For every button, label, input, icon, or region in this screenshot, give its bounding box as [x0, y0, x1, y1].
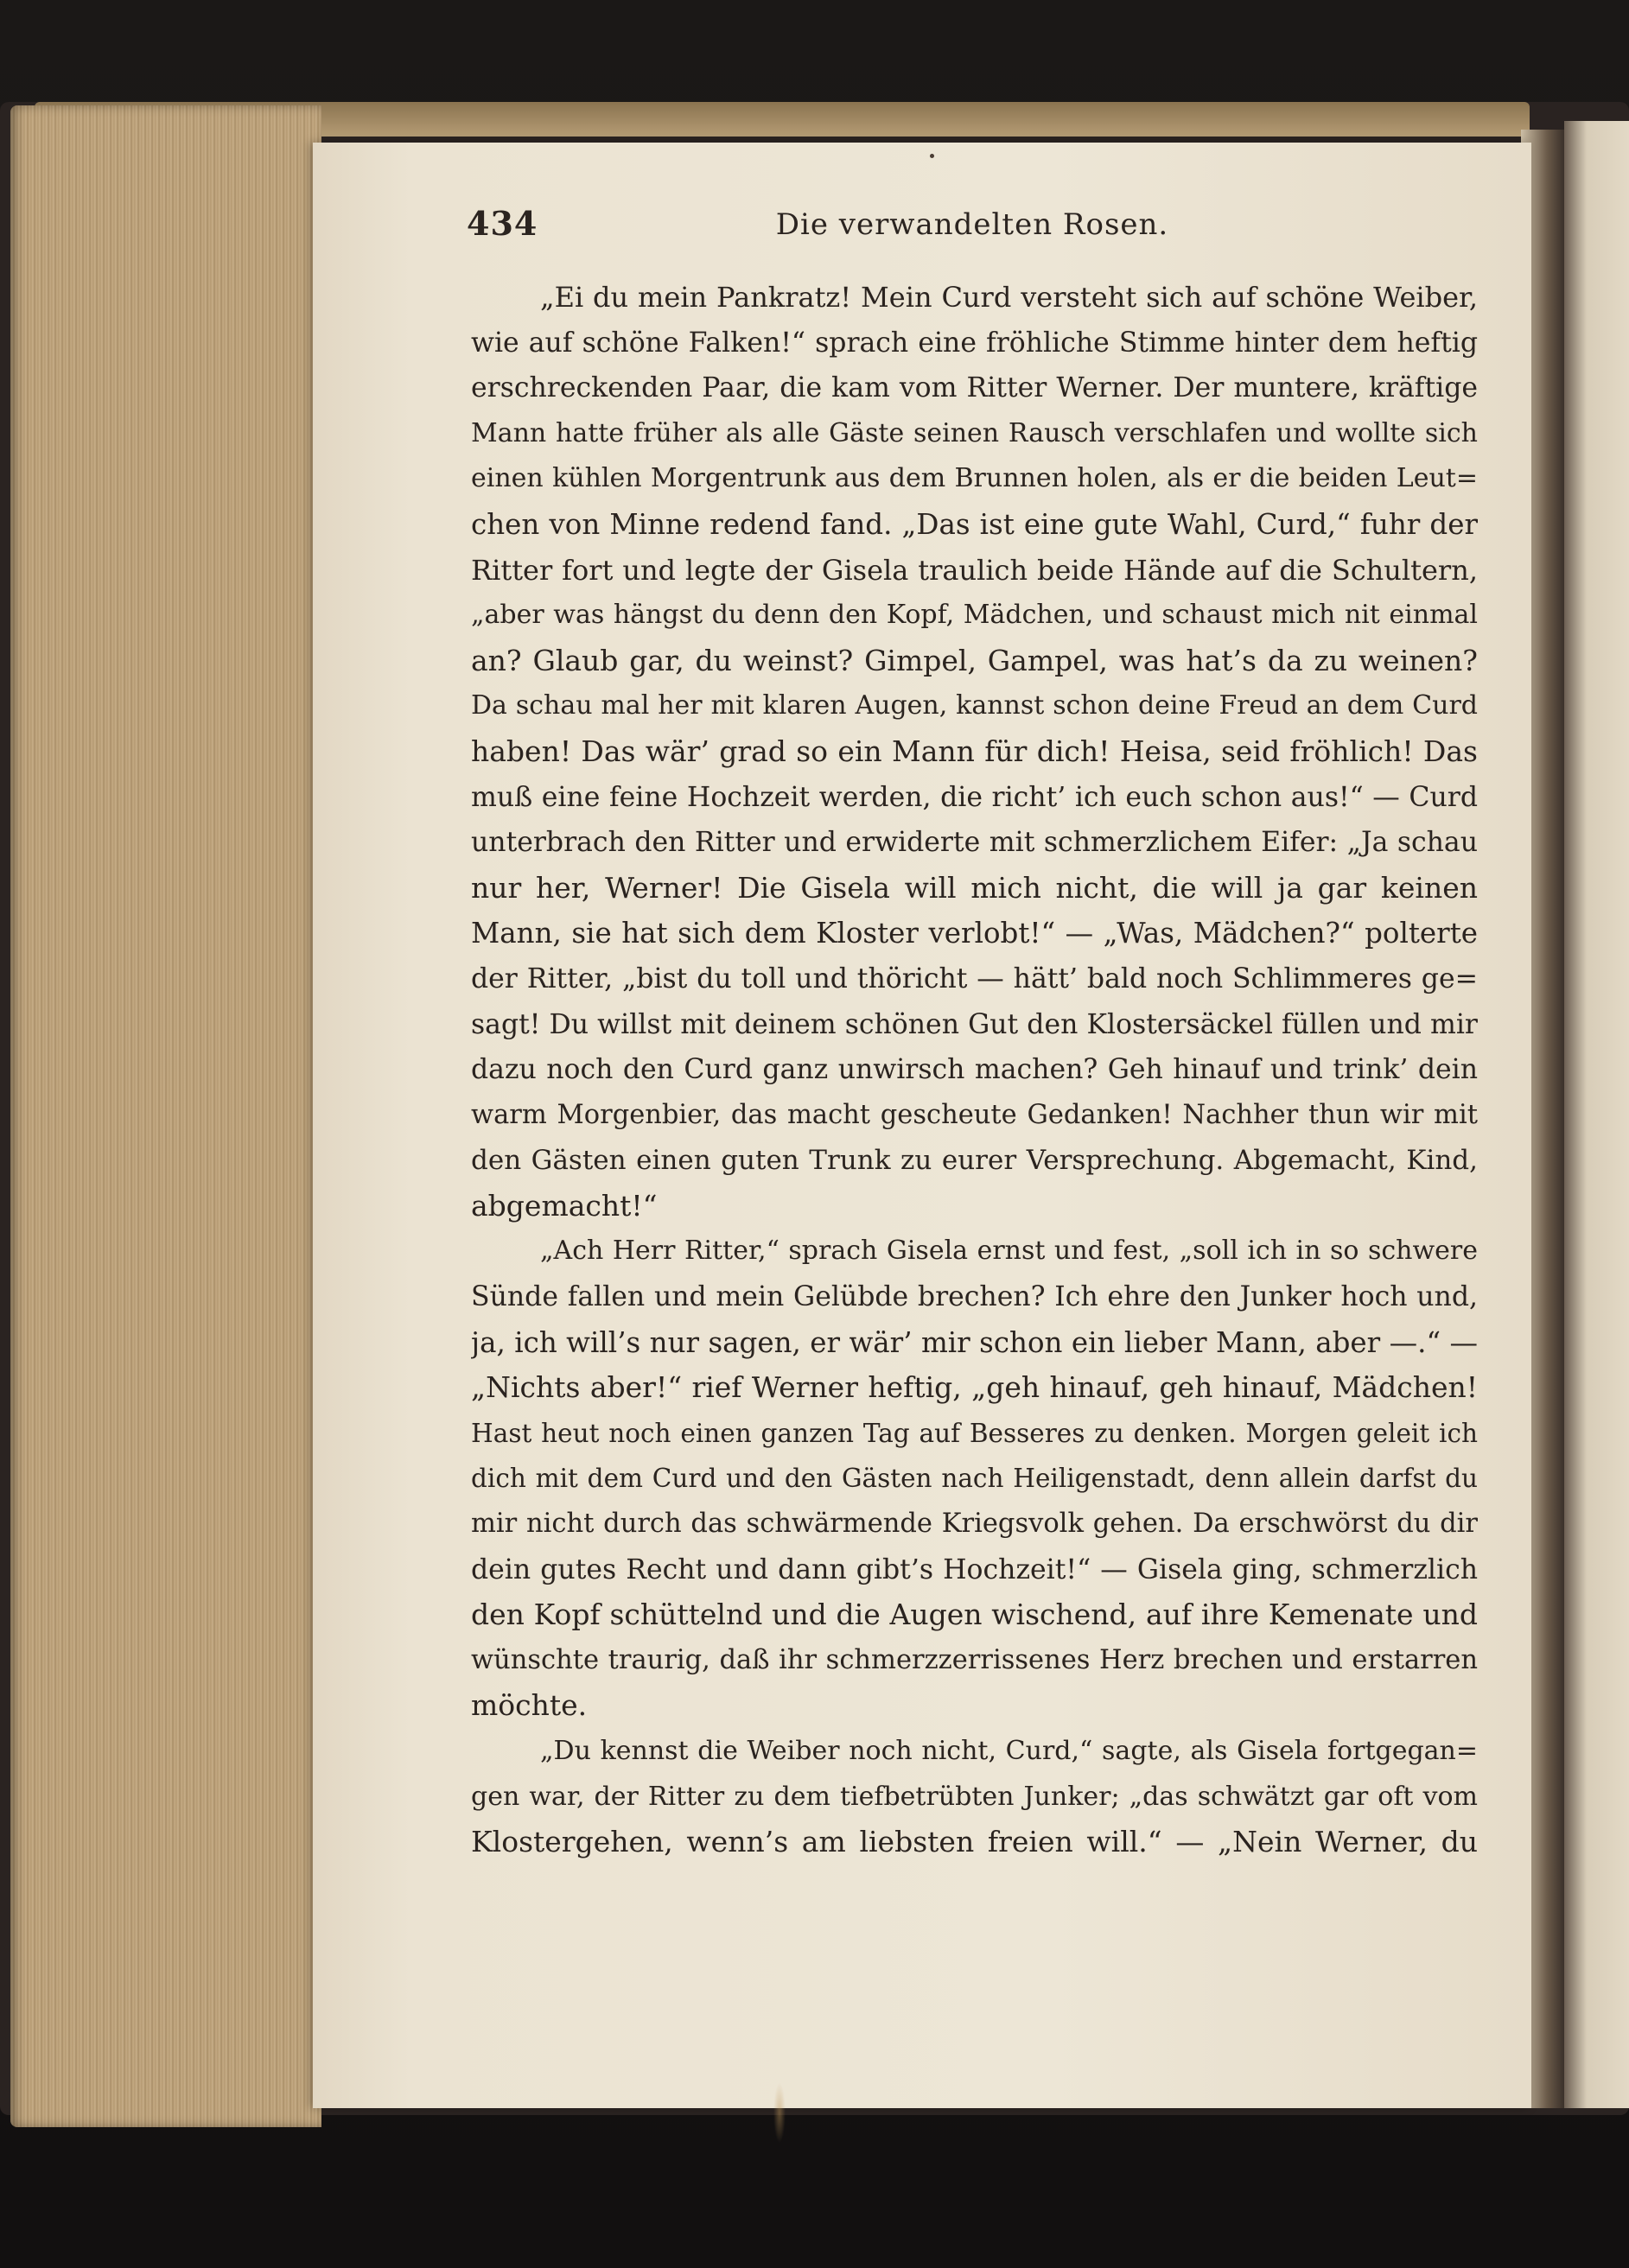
- text-line: nur her, Werner! Die Gisela will mich nicht, die will ja gar keinen: [471, 870, 1478, 905]
- text-line: haben! Das wär’ grad so ein Mann für dich! Heisa, seid fröhlich! Das: [471, 734, 1478, 768]
- page-header: [467, 204, 1478, 256]
- body-text: [471, 275, 1478, 1865]
- text-line: wie auf schöne Falken!“ sprach eine fröhliche Stimme hinter dem heftig: [471, 327, 1478, 359]
- page-number: 434: [467, 204, 538, 243]
- text-line: Mann hatte früher als alle Gäste seinen Rausch verschlafen und wollte sich: [471, 417, 1478, 448]
- text-line: dein gutes Recht und dann gibt’s Hochzeit!“ — Gisela ging, schmerzlich: [471, 1553, 1478, 1585]
- text-line: dich mit dem Curd und den Gästen nach Heiligenstadt, denn allein darfst du: [471, 1464, 1478, 1494]
- paper-stain: [773, 2082, 786, 2143]
- text-line: Sünde fallen und mein Gelübde brechen? Ich ehre den Junker hoch und,: [471, 1281, 1478, 1313]
- text-line: Hast heut noch einen ganzen Tag auf Besseres zu denken. Morgen geleit ich: [471, 1418, 1478, 1448]
- text-line: Mann, sie hat sich dem Kloster verlobt!“ — „Was, Mädchen?“ polterte: [471, 917, 1478, 950]
- text-line: Da schau mal her mit klaren Augen, kannst schon deine Freud an dem Curd: [471, 690, 1478, 721]
- text-line: der Ritter, „bist du toll und thöricht — hätt’ bald noch Schlimmeres ge=: [471, 962, 1478, 994]
- text-line: „Ach Herr Ritter,“ sprach Gisela ernst und fest, „soll ich in so schwere: [540, 1236, 1478, 1267]
- text-line: wünschte traurig, daß ihr schmerzzerrissenes Herz brechen und erstarren: [471, 1644, 1478, 1675]
- text-line: „aber was hängst du denn den Kopf, Mädchen, und schaust mich nit einmal: [471, 600, 1478, 631]
- text-line: den Gästen einen guten Trunk zu eurer Versprechung. Abgemacht, Kind,: [471, 1145, 1478, 1177]
- text-line: unterbrach den Ritter und erwiderte mit schmerzlichem Eifer: „Ja schau: [471, 827, 1478, 859]
- text-line: Klostergehen, wenn’s am liebsten freien will.“ — „Nein Werner, du: [471, 1825, 1478, 1859]
- text-line: erschreckenden Paar, die kam vom Ritter Werner. Der muntere, kräftige: [471, 372, 1478, 404]
- text-line: sagt! Du willst mit deinem schönen Gut den Klostersäckel füllen und mir: [471, 1008, 1478, 1040]
- text-line: dazu noch den Curd ganz unwirsch machen? Geh hinauf und trink’ dein: [471, 1054, 1478, 1086]
- text-line: mir nicht durch das schwärmende Kriegsvolk gehen. Da erschwörst du dir: [471, 1509, 1478, 1540]
- text-line: „Du kennst die Weiber noch nicht, Curd,“ sagte, als Gisela fortgegan=: [540, 1736, 1478, 1766]
- text-line: an? Glaub gar, du weinst? Gimpel, Gampel, was hat’s da zu weinen?: [471, 643, 1478, 677]
- text-line: „Nichts aber!“ rief Werner heftig, „geh hinauf, geh hinauf, Mädchen!: [471, 1370, 1478, 1405]
- page-block-edge: [10, 105, 321, 2127]
- text-line: möchte.: [471, 1688, 588, 1723]
- text-line: den Kopf schüttelnd und die Augen wischend, auf ihre Kemenate und: [471, 1598, 1478, 1632]
- print-mark: [930, 154, 934, 158]
- text-line: einen kühlen Morgentrunk aus dem Brunnen holen, als er die beiden Leut=: [471, 463, 1478, 494]
- text-line: gen war, der Ritter zu dem tiefbetrübten Junker; „das schwätzt gar oft vom: [471, 1781, 1478, 1812]
- text-line: abgemacht!“: [471, 1188, 658, 1223]
- text-line: chen von Minne redend fand. „Das ist eine gute Wahl, Curd,“ fuhr der: [471, 507, 1478, 541]
- running-title: Die verwandelten Rosen.: [775, 207, 1169, 242]
- text-line: muß eine feine Hochzeit werden, die richt’ ich euch schon aus!“ — Curd: [471, 781, 1478, 813]
- facing-page: [1564, 121, 1629, 2108]
- text-line: Ritter fort und legte der Gisela traulich beide Hände auf die Schultern,: [471, 553, 1478, 587]
- text-line: warm Morgenbier, das macht gescheute Gedanken! Nachher thun wir mit: [471, 1099, 1478, 1130]
- text-line: „Ei du mein Pankratz! Mein Curd versteht sich auf schöne Weiber,: [540, 281, 1478, 314]
- text-line: ja, ich will’s nur sagen, er wär’ mir schon ein lieber Mann, aber —.“ —: [471, 1325, 1478, 1359]
